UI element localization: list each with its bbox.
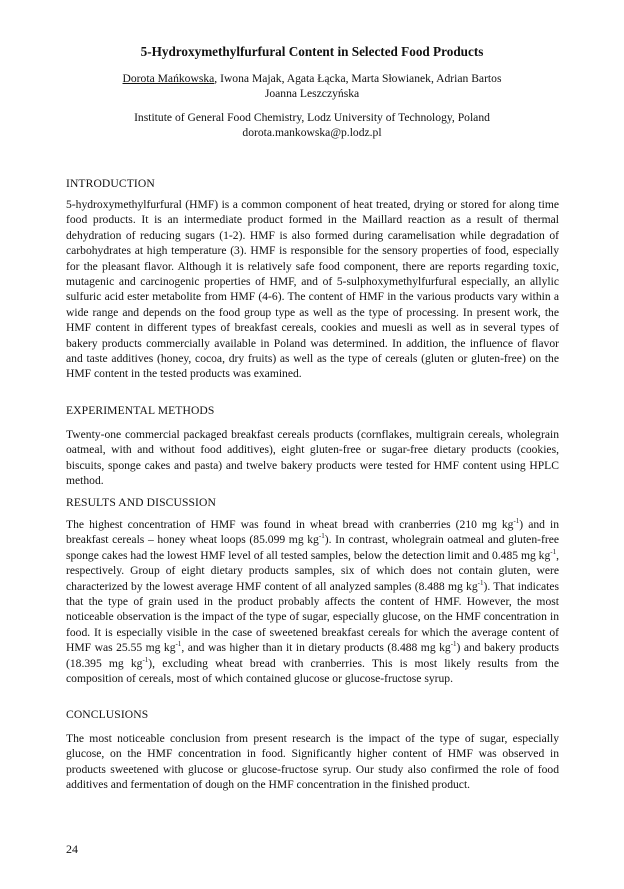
paper-title: 5-Hydroxymethylfurfural Content in Selected Food Products — [140, 44, 484, 59]
results-segment: ), excluding wheat bread with cranberries. This is most likely results from the composition of cereals, most of which contained glucose or glucose-fructose syrup. — [66, 656, 560, 686]
unit-superscript: -1 — [477, 578, 484, 587]
author-list-line-2: Joanna Leszczyńska — [264, 87, 360, 100]
results-segment: ) and bakery products (18.395 mg kg — [66, 641, 560, 670]
conclusions-text: The most noticeable conclusion from present research is the impact of the type of sugar, especially glucose, on the HMF concentration in food. Significantly higher content of HMF was observed in products sweetened with glucose or glucose-fructose syrup. Our study also confirmed the role of food additives and fermentation of dough on the HMF concentration in the finished product. — [66, 732, 559, 792]
conclusions-heading: CONCLUSIONS — [66, 708, 149, 721]
affiliation: Institute of General Food Chemistry, Lodz University of Technology, Poland — [134, 111, 490, 124]
results-segment: , respectively. Group of eight dietary products samples, six of which does not contain gluten, were characterized by the lowest average HMF content of all analyzed samples (8.488 mg kg — [66, 548, 560, 593]
first-author: Dorota Mańkowska — [122, 72, 215, 85]
results-segment: ). That indicates that the type of grain used in the product probably affects the content of HMF. However, the most noticeable observation is the impact of the type of sugar, especially glucose, on the HMF concentration in food. It is especially visible in the case of sweetened breakfast cereals for which the average content of HMF was 25.55 mg kg — [66, 579, 559, 655]
unit-superscript: -1 — [142, 655, 149, 664]
unit-superscript: -1 — [175, 640, 182, 649]
unit-superscript: -1 — [450, 640, 457, 649]
contact-email: dorota.mankowska@p.lodz.pl — [242, 126, 382, 139]
results-segment: ) and in breakfast cereals – honey wheat loops (85.099 mg kg — [66, 518, 560, 547]
author-list — [0, 71, 624, 86]
unit-superscript: -1 — [550, 547, 557, 556]
results-heading: RESULTS AND DISCUSSION — [66, 496, 216, 509]
unit-superscript: -1 — [513, 517, 520, 526]
introduction-heading: INTRODUCTION — [66, 177, 155, 190]
co-authors: , Iwona Majak, Agata Łącka, Marta Słowianek, Adrian Bartos — [214, 72, 502, 85]
results-segment: ). In contrast, wholegrain oatmeal and gluten-free sponge cakes had the lowest HMF level of all tested samples, below the detection limit and 0.485 mg kg — [66, 533, 559, 562]
introduction-text: 5-hydroxymethylfurfural (HMF) is a common component of heat treated, drying or stored for along time food products. It is an intermediate product formed in the Maillard reaction as a result of thermal dehydration of reducing sugars (1-2). HMF is also formed during caramelisation while degradation of carbohydrates at high temperature (3). HMF is responsible for the sensory properties of food, especially for the pleasant flavor. Although it is relatively safe food component, there are reports regarding toxic, mutagenic and carcinogenic properties of HMF, and of 5-sulphoxymethylfurfural especially, an allylic sulfuric acid ester metabolite from HMF (4-6). The content of HMF in the various products vary within a wide range and depends on the food group type as well as the type of processing. In present work, the HMF content in different types of breakfast cereals, cookies and muesli as well as in several types of bakery products commercially available in Poland was determined. In addition, the influence of flavor and taste additives (honey, cocoa, dry fruits) as well as the type of cereals (gluten or gluten-free) on the HMF content in the tested products was examined. — [66, 198, 559, 381]
results-segment: , and was higher than it in dietary products (8.488 mg kg — [181, 641, 451, 655]
unit-superscript: -1 — [318, 532, 325, 541]
methods-text: Twenty-one commercial packaged breakfast cereals products (cornflakes, multigrain cereals, wholegrain oatmeal, with and without food additives), eight gluten-free or sugar-free dietary products (cookies, biscuits, sponge cakes and pasta) and twelve bakery products were tested for HMF content using HPLC method. — [66, 428, 559, 488]
methods-heading: EXPERIMENTAL METHODS — [66, 404, 215, 417]
results-segment: The highest concentration of HMF was found in wheat bread with cranberries (210 mg kg — [66, 518, 514, 531]
page-number: 24 — [66, 842, 78, 856]
results-text — [66, 517, 559, 686]
